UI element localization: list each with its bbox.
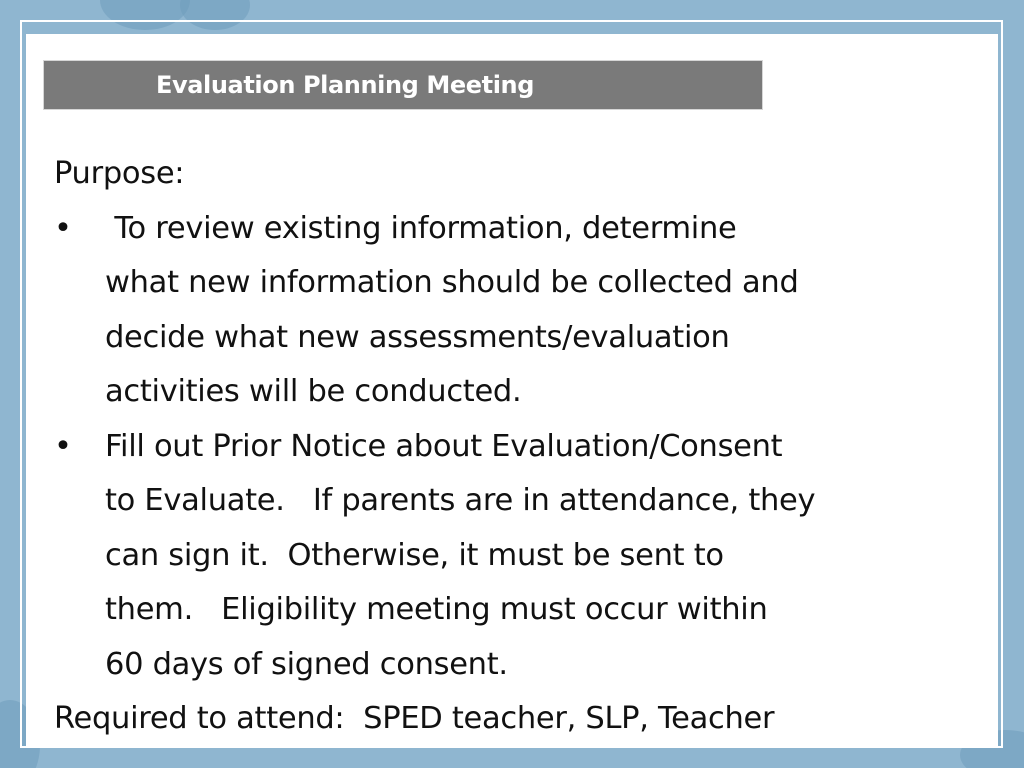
bullet-line: Fill out Prior Notice about Evaluation/Consent	[105, 428, 783, 464]
bullet-line: To review existing information, determine	[105, 210, 737, 246]
required-attendees: Required to attend: SPED teacher, SLP, Teacher	[54, 701, 775, 736]
bullet-line: can sign it. Otherwise, it must be sent to	[105, 537, 724, 573]
title-bar	[43, 60, 763, 110]
bullet-item	[54, 420, 984, 693]
slide	[26, 34, 998, 746]
slide-title: Evaluation Planning Meeting	[156, 71, 535, 99]
purpose-label: Purpose:	[54, 156, 185, 191]
bullet-line: activities will be conducted.	[105, 374, 522, 409]
bullet-line: them. Eligibility meeting must occur within	[105, 592, 768, 627]
bullet-icon: •	[54, 428, 72, 464]
bullet-line: what new information should be collected and	[105, 265, 799, 300]
slide-content	[54, 147, 984, 746]
bullet-line: to Evaluate. If parents are in attendance, they	[105, 483, 816, 518]
bullet-icon: •	[54, 210, 72, 246]
bullet-line: 60 days of signed consent.	[105, 646, 508, 682]
bullet-item	[54, 202, 984, 420]
bullet-line: decide what new assessments/evaluation	[105, 319, 730, 355]
